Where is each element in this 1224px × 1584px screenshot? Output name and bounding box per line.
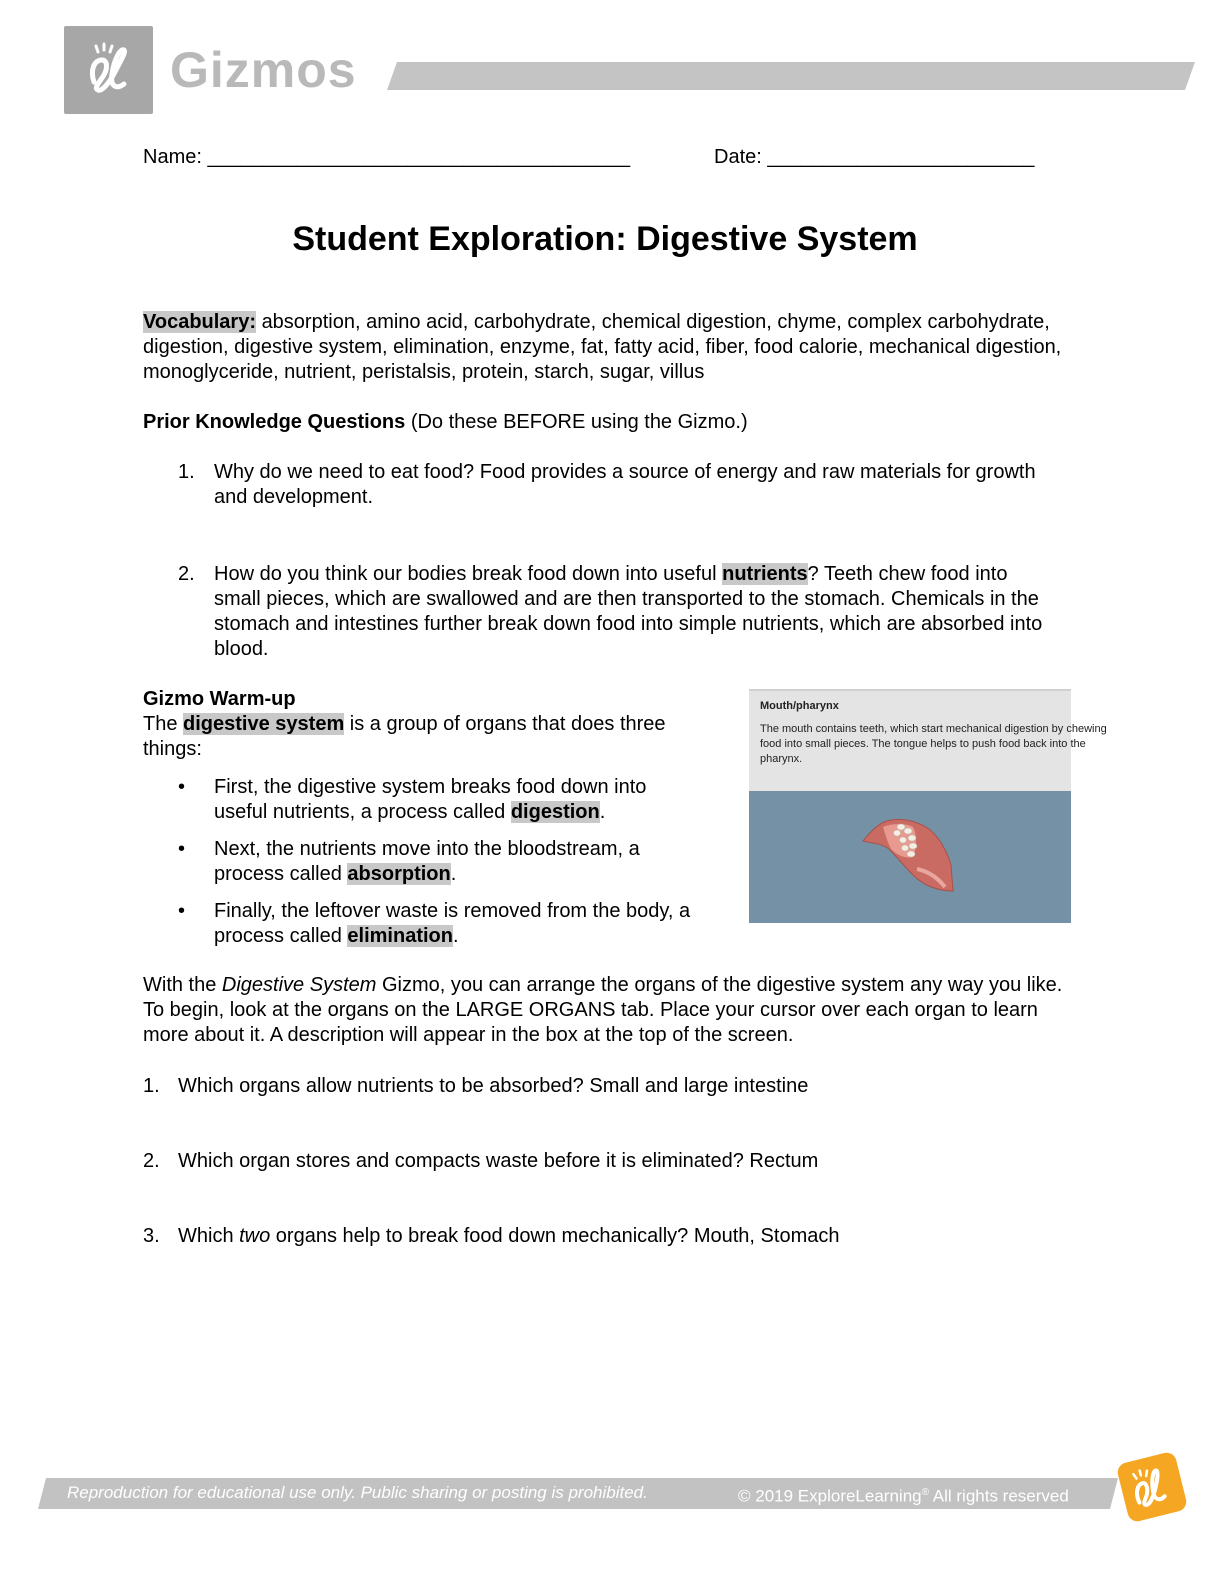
organ-canvas [749,791,1071,923]
prior-knowledge-title: Prior Knowledge Questions [143,411,406,433]
question-number: 1. [143,1075,160,1097]
emphasis-two: two [239,1225,271,1247]
copyright-text: © 2019 ExploreLearning [738,1486,922,1506]
header-bar [387,62,1195,90]
footer-copyright [738,1481,1069,1509]
brand-name: Gizmos [170,42,357,98]
el-hand-logo-icon [64,26,153,114]
registered-mark: ® [921,1487,929,1498]
bullet-icon: • [178,900,186,922]
question-text-part: How do you think our bodies break food down into useful [214,563,723,585]
warmup-intro-part: The [143,713,184,735]
organ-description: The mouth contains teeth, which start mechanical digestion by chewing food into small pieces. The tongue helps to push food back into the pharynx. [760,723,1107,765]
question-text [178,1224,1038,1249]
date-field[interactable] [714,145,1034,170]
bullet-text [214,837,704,887]
highlight-term-elimination: elimination [347,925,453,947]
highlight-term-absorption: absorption [347,863,451,885]
footer-notice: Reproduction for educational use only. Public sharing or posting is prohibited. [67,1483,648,1502]
instructions-part: Gizmo, you can arrange the organs of the digestive system any way you like. To begin, look at the organs on the LARGE ORGANS tab. Place your cursor over each organ to learn more about it. A description will appear in the box at the top of the screen. [143,974,1063,1046]
prior-knowledge-heading [143,410,1083,435]
bullet-text-part: Next, the nutrients move into the bloodstream, a process called [214,838,640,885]
question-text-part: Which [178,1225,240,1247]
bullet-text-part: . [450,863,457,885]
question-number: 2. [143,1150,160,1172]
page-title: Student Exploration: Digestive System [292,220,918,258]
warmup-section [143,687,723,762]
organ-title: Mouth/pharynx [760,700,839,712]
question-text: Which organ stores and compacts waste before it is eliminated? Rectum [178,1150,819,1172]
warmup-intro [143,712,723,762]
question-number: 2. [178,563,195,585]
vocabulary-label: Vocabulary: [143,311,256,333]
highlight-term-nutrients: nutrients [722,563,808,585]
gizmo-name: Digestive System [221,974,377,996]
prior-knowledge-note: (Do these BEFORE using the Gizmo.) [410,411,748,433]
warmup-intro-part: is a group of organs that does three things: [143,713,666,760]
date-blank[interactable]: ________________________ [767,146,1035,168]
name-label: Name: [143,146,202,168]
question-text-part: organs help to break food down mechanically? Mouth, Stomach [270,1225,840,1247]
bullet-text-part: . [452,925,459,947]
gizmo-screenshot [749,689,1107,923]
bullet-text-part: First, the digestive system breaks food down into useful nutrients, a process called [214,776,647,823]
vocabulary-terms: absorption, amino acid, carbohydrate, chemical digestion, chyme, complex carbohydrate, digestion, digestive system, elimination, enzyme, fat, fatty acid, fiber, food calorie, mechanical digestion, monoglyceride, nutrient, peristalsis, protein, starch, sugar, villus [143,311,1062,383]
gizmos-logo [64,26,153,114]
bullet-text [214,775,704,825]
name-field[interactable] [143,145,630,170]
name-blank[interactable]: ______________________________________ [207,146,631,168]
highlight-term-digestion: digestion [510,801,600,823]
date-label: Date: [714,146,762,168]
question-text: Why do we need to eat food? Food provides a source of energy and raw materials for growth and development. [214,461,1036,508]
bullet-text-part: . [599,801,606,823]
description-box [749,691,1107,791]
explorelearning-logo-icon [1112,1447,1192,1527]
instructions-paragraph [143,973,1073,1048]
bullet-text [214,899,704,949]
question-number: 3. [143,1225,160,1247]
rights-text: All rights reserved [928,1486,1069,1506]
vocabulary-paragraph [143,310,1083,385]
bullet-icon: • [178,776,186,798]
mouth-organ-icon [857,813,957,893]
question-text [214,562,1059,662]
instructions-part: With the [143,974,222,996]
question-number: 1. [178,461,195,483]
warmup-heading: Gizmo Warm-up [143,688,296,710]
bullet-text-part: Finally, the leftover waste is removed from the body, a process called [214,900,691,947]
highlight-term-digestive-system: digestive system [183,713,345,735]
bullet-icon: • [178,838,186,860]
question-text: Which organs allow nutrients to be absorbed? Small and large intestine [178,1075,809,1097]
question-text-part: ? Teeth chew food into small pieces, which are swallowed and are then transported to the stomach. Chemicals in the stomach and intestines further break down food into simple nutrients, which are absorbed into blood. [214,563,1043,660]
